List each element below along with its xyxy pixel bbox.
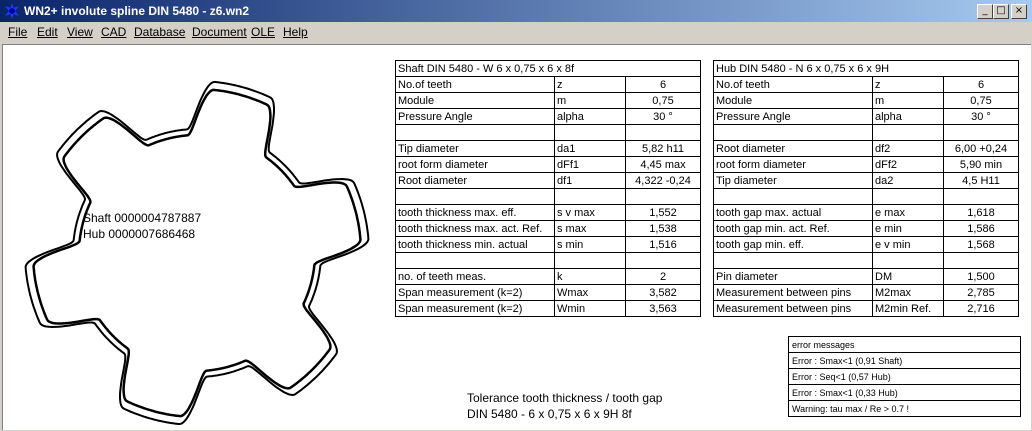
hub-table-title: Hub DIN 5480 - N 6 x 0,75 x 6 x 9H [714,61,1019,77]
error-line: Error : Smax<1 (0,33 Hub) [789,385,1021,401]
hub-table-row [714,77,1019,93]
hub-param-name: tooth gap min. eff. [714,237,873,253]
hub-param-symbol: e v min [873,237,944,253]
hub-table-row [714,173,1019,189]
hub-table-row [714,269,1019,285]
hub-param-name: No.of teeth [714,77,873,93]
hub-table-row [714,189,1019,205]
error-line: Error : Seq<1 (0,57 Hub) [789,369,1021,385]
shaft-param-symbol: dFf1 [555,157,626,173]
menu-edit[interactable]: Edit [37,25,58,39]
hub-param-value: 2,716 [944,301,1019,317]
hub-param-symbol: dFf2 [873,157,944,173]
hub-param-symbol: M2max [873,285,944,301]
hub-table-row [714,253,1019,269]
shaft-param-symbol: z [555,77,626,93]
hub-table-row [714,237,1019,253]
hub-param-value: 1,586 [944,221,1019,237]
hub-number-label: Hub 0000007686468 [83,227,196,241]
shaft-param-value: 4,45 max [626,157,701,173]
shaft-param-value: 3,563 [626,301,701,317]
shaft-table-row [396,301,701,317]
shaft-param-symbol: k [555,269,626,285]
shaft-param-name [396,253,555,269]
shaft-param-symbol: s max [555,221,626,237]
shaft-param-name: tooth thickness max. act. Ref. [396,221,555,237]
shaft-table-row [396,141,701,157]
shaft-param-symbol: alpha [555,109,626,125]
menu-ole[interactable]: OLE [251,25,276,39]
shaft-param-symbol: Wmin [555,301,626,317]
shaft-param-value: 4,322 -0,24 [626,173,701,189]
hub-param-symbol [873,189,944,205]
minimize-button[interactable]: _ [977,4,993,19]
shaft-param-value: 2 [626,269,701,285]
hub-param-value: 4,5 H11 [944,173,1019,189]
shaft-param-value: 1,538 [626,221,701,237]
shaft-param-name: Span measurement (k=2) [396,301,555,317]
tolerance-caption [467,390,662,422]
hub-param-name: Tip diameter [714,173,873,189]
hub-param-name [714,253,873,269]
hub-param-symbol: alpha [873,109,944,125]
shaft-table-row [396,253,701,269]
error-line: Error : Smax<1 (0,91 Shaft) [789,353,1021,369]
shaft-param-symbol: s v max [555,205,626,221]
shaft-param-name: tooth thickness max. eff. [396,205,555,221]
hub-param-name: Root diameter [714,141,873,157]
shaft-param-symbol: m [555,93,626,109]
shaft-param-value: 3,582 [626,285,701,301]
hub-table-row [714,301,1019,317]
shaft-table-row [396,157,701,173]
shaft-table-row [396,205,701,221]
shaft-param-value: 6 [626,77,701,93]
menu-database[interactable]: Database [134,25,186,39]
shaft-param-symbol: Wmax [555,285,626,301]
maximize-button[interactable]: □ [993,4,1009,19]
warning-line: Warning: tau max / Re > 0.7 ! [789,401,1021,417]
error-messages-title: error messages [789,337,1021,353]
hub-param-name: Measurement between pins [714,285,873,301]
shaft-param-name: Module [396,93,555,109]
hub-param-value [944,189,1019,205]
document-area [2,44,1031,430]
shaft-param-value: 5,82 h11 [626,141,701,157]
hub-param-name: Measurement between pins [714,301,873,317]
hub-param-symbol: DM [873,269,944,285]
close-button[interactable]: × [1011,4,1027,19]
shaft-table-row [396,77,701,93]
shaft-table-row [396,221,701,237]
hub-table-row [714,109,1019,125]
shaft-param-symbol: s min [555,237,626,253]
shaft-param-symbol: df1 [555,173,626,189]
hub-param-value [944,125,1019,141]
hub-param-value [944,253,1019,269]
hub-param-name: tooth gap min. act. Ref. [714,221,873,237]
hub-param-name [714,189,873,205]
hub-param-symbol [873,253,944,269]
shaft-param-name: Root diameter [396,173,555,189]
shaft-param-symbol [555,125,626,141]
hub-table-row [714,141,1019,157]
shaft-param-name: Pressure Angle [396,109,555,125]
hub-param-value: 6,00 +0,24 [944,141,1019,157]
shaft-param-name [396,189,555,205]
hub-param-value: 30 ° [944,109,1019,125]
hub-table-row [714,93,1019,109]
window-title: WN2+ involute spline DIN 5480 - z6.wn2 [24,4,250,18]
menu-cad[interactable]: CAD [101,25,127,39]
shaft-param-symbol [555,189,626,205]
shaft-param-value: 30 ° [626,109,701,125]
shaft-param-name: No.of teeth [396,77,555,93]
shaft-param-value: 0,75 [626,93,701,109]
hub-table-row [714,205,1019,221]
shaft-table [395,60,701,317]
hub-param-value: 0,75 [944,93,1019,109]
hub-param-symbol: e max [873,205,944,221]
hub-table-row [714,125,1019,141]
hub-table-row [714,157,1019,173]
hub-param-value: 5,90 min [944,157,1019,173]
hub-param-symbol: M2min Ref. [873,301,944,317]
hub-param-value: 1,568 [944,237,1019,253]
shaft-table-title: Shaft DIN 5480 - W 6 x 0,75 x 6 x 8f [396,61,701,77]
shaft-param-symbol: da1 [555,141,626,157]
hub-table [713,60,1019,317]
hub-param-value: 6 [944,77,1019,93]
shaft-table-row [396,285,701,301]
menu-file[interactable]: File [8,25,28,39]
shaft-param-name: tooth thickness min. actual [396,237,555,253]
shaft-param-value: 1,552 [626,205,701,221]
menu-bar [0,22,1032,42]
hub-param-symbol: df2 [873,141,944,157]
hub-table-row [714,221,1019,237]
shaft-param-symbol [555,253,626,269]
shaft-table-row [396,189,701,205]
shaft-table-row [396,269,701,285]
menu-document[interactable]: Document [192,25,247,39]
shaft-param-name: Span measurement (k=2) [396,285,555,301]
hub-param-name: root form diameter [714,157,873,173]
shaft-table-row [396,109,701,125]
hub-param-symbol: da2 [873,173,944,189]
hub-param-value: 1,618 [944,205,1019,221]
hub-profile [26,82,369,424]
menu-help[interactable]: Help [283,25,308,39]
shaft-number-label: Shaft 0000004787887 [83,211,202,225]
shaft-profile [34,90,361,416]
title-bar[interactable] [0,0,1032,22]
hub-param-symbol: z [873,77,944,93]
hub-table-row [714,285,1019,301]
hub-param-symbol: m [873,93,944,109]
hub-param-value: 2,785 [944,285,1019,301]
shaft-param-name: Tip diameter [396,141,555,157]
hub-param-symbol: e min [873,221,944,237]
shaft-param-name [396,125,555,141]
shaft-param-value [626,189,701,205]
menu-view[interactable]: View [67,25,93,39]
shaft-table-row [396,237,701,253]
shaft-param-value [626,253,701,269]
hub-param-name [714,125,873,141]
shaft-table-row [396,125,701,141]
hub-param-symbol [873,125,944,141]
hub-param-name: Pressure Angle [714,109,873,125]
error-messages-panel [788,336,1021,417]
spline-drawing [3,75,393,425]
shaft-table-row [396,93,701,109]
caption-line-2: DIN 5480 - 6 x 0,75 x 6 x 9H 8f [467,407,632,421]
shaft-table-row [396,173,701,189]
shaft-param-name: no. of teeth meas. [396,269,555,285]
caption-line-1: Tolerance tooth thickness / tooth gap [467,391,663,405]
hub-param-name: Pin diameter [714,269,873,285]
app-logo-icon [4,3,20,19]
hub-param-name: tooth gap max. actual [714,205,873,221]
shaft-param-value [626,125,701,141]
shaft-param-name: root form diameter [396,157,555,173]
shaft-param-value: 1,516 [626,237,701,253]
hub-param-name: Module [714,93,873,109]
hub-param-value: 1,500 [944,269,1019,285]
